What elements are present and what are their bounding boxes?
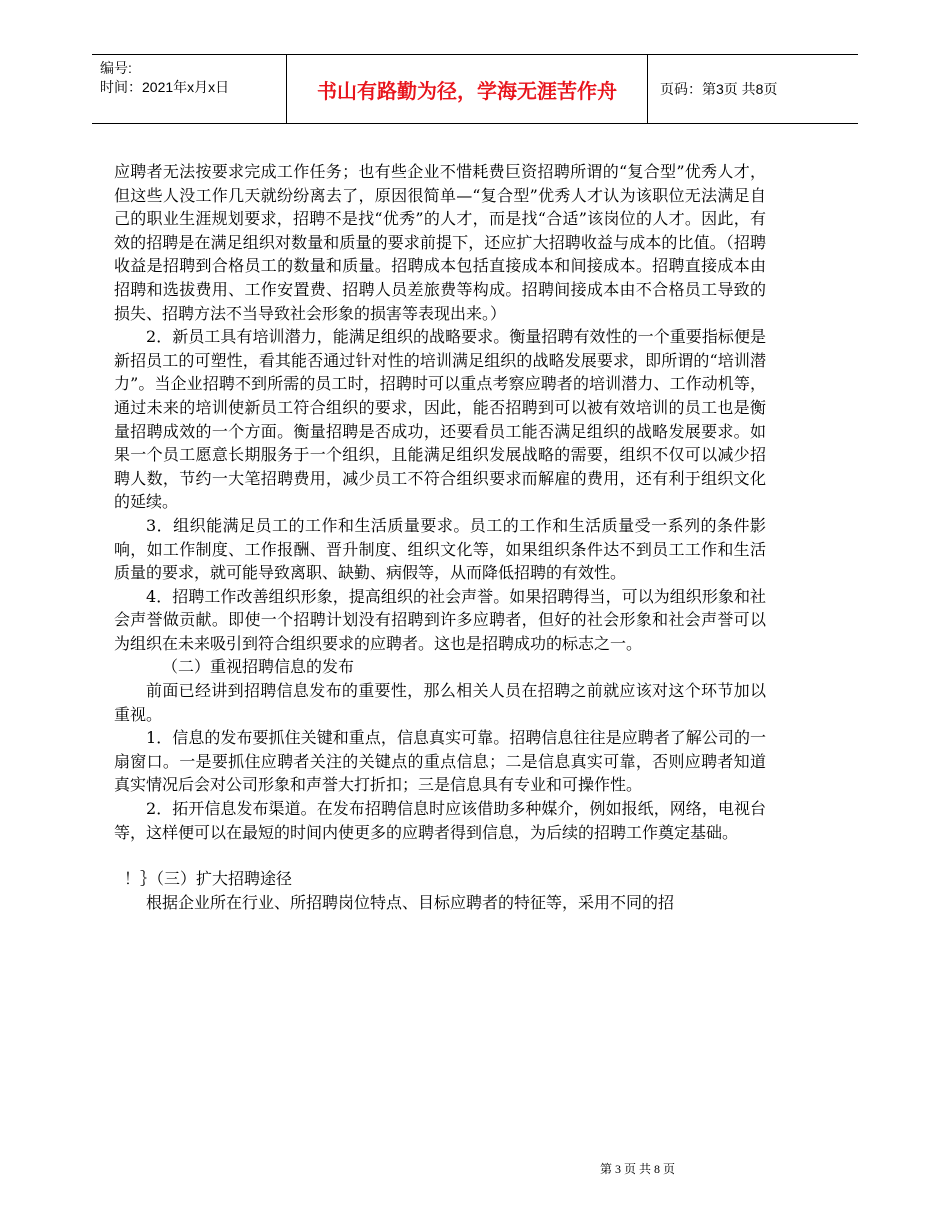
paragraph-point-2: 2．新员工具有培训潜力，能满足组织的战略要求。衡量招聘有效性的一个重要指标便是新招员工的可塑性，看其能否通过针对性的培训满足组织的战略发展要求，即所谓的“培训潜力”。当企业招聘不到所需的员工时，招聘时可以重点考察应聘者的培训潜力、工作动机等，通过未来的培训使新员工符合组织的要求，因此，能否招聘到可以被有效培训的员工也是衡量招聘成效的一个方面。衡量招聘是否成功，还要看员工能否满足组织的战略发展要求。如果一个员工愿意长期服务于一个组织，且能满足组织发展战略的需要，组织不仅可以减少招聘人数，节约一大笔招聘费用，减少员工不符合组织要求而解雇的费用，还有利于组织文化的延续。	[114, 327, 766, 512]
paragraph-info-2: 2．拓开信息发布渠道。在发布招聘信息时应该借助多种媒介，例如报纸，网络，电视台等，这样便可以在最短的时间内使更多的应聘者得到信息，为后续的招聘工作奠定基础。	[114, 799, 766, 842]
paragraph-channels: 根据企业所在行业、所招聘岗位特点、目标应聘者的特征等，采用不同的招	[146, 892, 675, 912]
document-time-label: 时间：2021年x月x日	[100, 79, 230, 95]
paragraph-continuation: 应聘者无法按要求完成工作任务；也有些企业不惜耗费巨资招聘所谓的“复合型”优秀人才，但这些人没工作几天就纷纷离去了，原因很简单—“复合型”优秀人才认为该职位无法满足自己的职业生涯规划要求，招聘不是找“优秀”的人才，而是找“合适”该岗位的人才。因此，有效的招聘是在满足组织对数量和质量的要求前提下，还应扩大招聘收益与成本的比值。（招聘收益是招聘到合格员工的数量和质量。招聘成本包括直接成本和间接成本。招聘直接成本由招聘和选拔费用、工作安置费、招聘人员差旅费等构成。招聘间接成本由不合格员工导致的损失、招聘方法不当导致社会形象的损害等表现出来。）	[114, 162, 766, 323]
document-number-label: 编号:	[100, 60, 132, 76]
header-meta	[92, 55, 286, 123]
header-page-label: 页码：第3页 共8页	[660, 81, 778, 97]
paragraph-intro: 前面已经讲到招聘信息发布的重要性，那么相关人员在招聘之前就应该对这个环节加以重视。	[114, 681, 766, 724]
paragraph-point-4: 4．招聘工作改善组织形象，提高组织的社会声誉。如果招聘得当，可以为组织形象和社会声誉做贡献。即使一个招聘计划没有招聘到许多应聘者，但好的社会形象和社会声誉可以为组织在未来吸引到符合组织要求的应聘者。这也是招聘成功的标志之一。	[114, 586, 766, 653]
document-body	[114, 160, 766, 914]
section-heading-2: （二）重视招聘信息的发布	[162, 657, 355, 677]
paragraph-info-1: 1．信息的发布要抓住关键和重点，信息真实可靠。招聘信息往往是应聘者了解公司的一扇窗口。一是要抓住应聘者关注的关键点的重点信息；二是信息真实可靠，否则应聘者知道真实情况后会对公司形象和声誉大打折扣；三是信息具有专业和可操作性。	[114, 728, 766, 795]
header-motto: 书山有路勤为径，学海无涯苦作舟	[286, 55, 648, 123]
page-header	[92, 54, 858, 124]
paragraph-point-3: 3．组织能满足员工的工作和生活质量要求。员工的工作和生活质量受一系列的条件影响，如工作制度、工作报酬、晋升制度、组织文化等，如果组织条件达不到员工工作和生活质量的要求，就可能导致离职、缺勤、病假等，从而降低招聘的有效性。	[114, 515, 766, 583]
section-heading-3: ！｝（三）扩大招聘途径	[124, 869, 293, 889]
page-footer: 第 3 页 共 8 页	[600, 1162, 676, 1176]
